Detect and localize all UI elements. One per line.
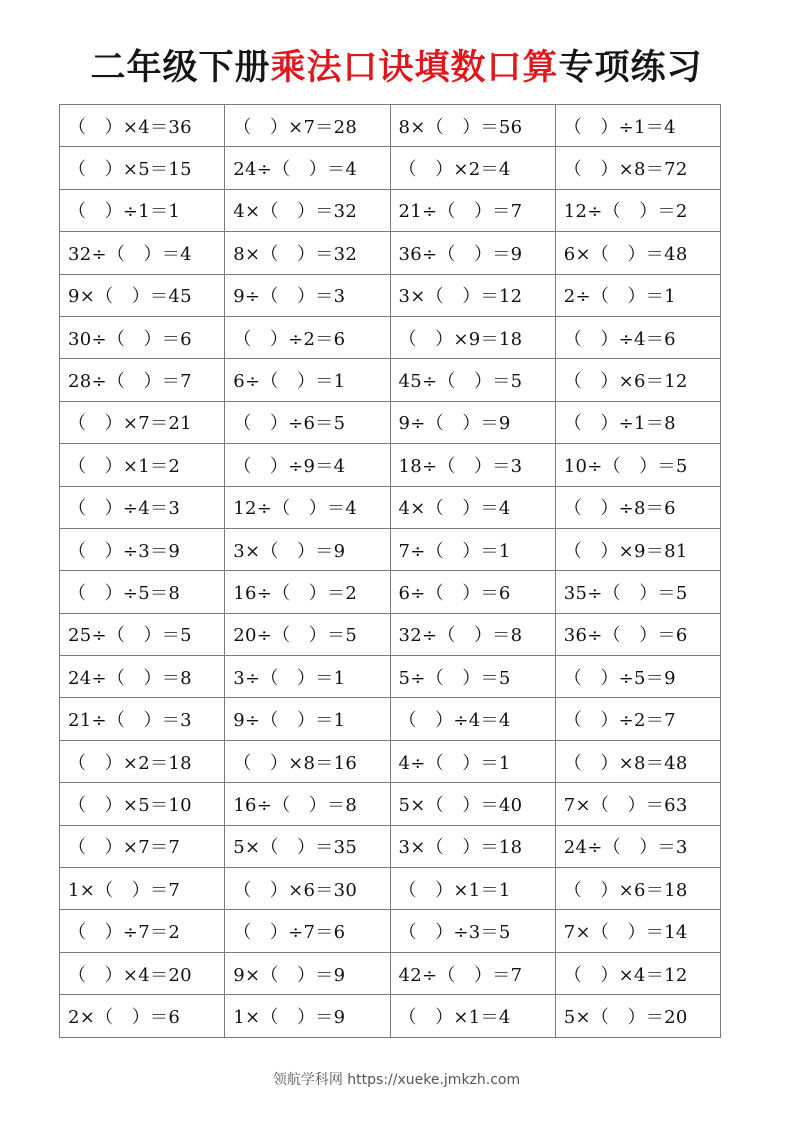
exercise-cell: 3×（ ）＝18: [390, 825, 555, 867]
exercise-table: [59, 104, 721, 1038]
exercise-row: [60, 232, 721, 274]
exercise-cell: 9÷（ ）＝9: [390, 401, 555, 443]
exercise-cell: 16÷（ ）＝2: [225, 571, 390, 613]
exercise-cell: 9×（ ）＝9: [225, 952, 390, 994]
exercise-cell: 18÷（ ）＝3: [390, 444, 555, 486]
exercise-cell: 6×（ ）＝48: [555, 232, 720, 274]
exercise-row: [60, 316, 721, 358]
exercise-cell: （ ）×5＝15: [60, 147, 225, 189]
exercise-cell: （ ）÷1＝4: [555, 105, 720, 147]
exercise-row: [60, 656, 721, 698]
exercise-cell: （ ）÷2＝7: [555, 698, 720, 740]
page-title: [0, 40, 793, 96]
title-part-topic: 乘法口诀填数口算: [270, 48, 559, 88]
exercise-row: [60, 359, 721, 401]
exercise-cell: （ ）÷6＝5: [225, 401, 390, 443]
exercise-cell: （ ）×8＝48: [555, 740, 720, 782]
exercise-row: [60, 995, 721, 1037]
exercise-cell: （ ）×7＝28: [225, 105, 390, 147]
exercise-row: [60, 401, 721, 443]
exercise-cell: （ ）×4＝12: [555, 952, 720, 994]
exercise-cell: 5×（ ）＝20: [555, 995, 720, 1037]
exercise-cell: 6÷（ ）＝6: [390, 571, 555, 613]
exercise-cell: （ ）×2＝4: [390, 147, 555, 189]
footer-source: 领航学科网 https://xueke.jmkzh.com: [272, 1072, 521, 1088]
exercise-cell: （ ）÷8＝6: [555, 486, 720, 528]
exercise-cell: 1×（ ）＝7: [60, 868, 225, 910]
exercise-cell: （ ）×9＝18: [390, 316, 555, 358]
exercise-cell: 45÷（ ）＝5: [390, 359, 555, 401]
exercise-cell: 16÷（ ）＝8: [225, 783, 390, 825]
exercise-cell: 8×（ ）＝32: [225, 232, 390, 274]
exercise-row: [60, 783, 721, 825]
exercise-cell: 32÷（ ）＝4: [60, 232, 225, 274]
exercise-cell: （ ）÷1＝1: [60, 189, 225, 231]
exercise-cell: （ ）×4＝36: [60, 105, 225, 147]
exercise-cell: 36÷（ ）＝9: [390, 232, 555, 274]
exercise-cell: （ ）÷7＝2: [60, 910, 225, 952]
exercise-cell: （ ）÷5＝8: [60, 571, 225, 613]
exercise-cell: 4÷（ ）＝1: [390, 740, 555, 782]
exercise-row: [60, 189, 721, 231]
exercise-row: [60, 528, 721, 570]
exercise-cell: （ ）÷3＝9: [60, 528, 225, 570]
exercise-cell: （ ）×8＝72: [555, 147, 720, 189]
title-part-grade: 二年级下册: [90, 48, 271, 88]
exercise-row: [60, 698, 721, 740]
exercise-cell: 20÷（ ）＝5: [225, 613, 390, 655]
exercise-cell: 3×（ ）＝12: [390, 274, 555, 316]
exercise-row: [60, 952, 721, 994]
exercise-row: [60, 486, 721, 528]
exercise-cell: （ ）×6＝30: [225, 868, 390, 910]
exercise-cell: （ ）×2＝18: [60, 740, 225, 782]
exercise-cell: （ ）×7＝21: [60, 401, 225, 443]
exercise-row: [60, 147, 721, 189]
exercise-row: [60, 444, 721, 486]
exercise-cell: （ ）×1＝4: [390, 995, 555, 1037]
exercise-cell: （ ）÷5＝9: [555, 656, 720, 698]
exercise-row: [60, 105, 721, 147]
exercise-cell: （ ）÷2＝6: [225, 316, 390, 358]
exercise-cell: （ ）÷4＝6: [555, 316, 720, 358]
exercise-row: [60, 868, 721, 910]
exercise-cell: 12÷（ ）＝4: [225, 486, 390, 528]
exercise-cell: 10÷（ ）＝5: [555, 444, 720, 486]
exercise-row: [60, 910, 721, 952]
exercise-cell: 42÷（ ）＝7: [390, 952, 555, 994]
exercise-cell: 8×（ ）＝56: [390, 105, 555, 147]
exercise-cell: 24÷（ ）＝8: [60, 656, 225, 698]
exercise-cell: （ ）÷4＝3: [60, 486, 225, 528]
exercise-cell: 12÷（ ）＝2: [555, 189, 720, 231]
exercise-cell: 32÷（ ）＝8: [390, 613, 555, 655]
exercise-cell: 5×（ ）＝35: [225, 825, 390, 867]
exercise-cell: 7÷（ ）＝1: [390, 528, 555, 570]
exercise-cell: 2×（ ）＝6: [60, 995, 225, 1037]
exercise-cell: 24÷（ ）＝3: [555, 825, 720, 867]
exercise-cell: 6÷（ ）＝1: [225, 359, 390, 401]
exercise-cell: 7×（ ）＝14: [555, 910, 720, 952]
exercise-cell: 36÷（ ）＝6: [555, 613, 720, 655]
exercise-cell: 35÷（ ）＝5: [555, 571, 720, 613]
exercise-row: [60, 274, 721, 316]
exercise-cell: 3÷（ ）＝1: [225, 656, 390, 698]
exercise-cell: （ ）×1＝2: [60, 444, 225, 486]
exercise-cell: 21÷（ ）＝7: [390, 189, 555, 231]
exercise-row: [60, 740, 721, 782]
exercise-cell: （ ）×1＝1: [390, 868, 555, 910]
exercise-cell: 4×（ ）＝32: [225, 189, 390, 231]
exercise-cell: 7×（ ）＝63: [555, 783, 720, 825]
exercise-cell: （ ）÷1＝8: [555, 401, 720, 443]
exercise-row: [60, 613, 721, 655]
exercise-cell: （ ）×4＝20: [60, 952, 225, 994]
exercise-cell: 28÷（ ）＝7: [60, 359, 225, 401]
exercise-cell: 24÷（ ）＝4: [225, 147, 390, 189]
exercise-cell: （ ）÷3＝5: [390, 910, 555, 952]
exercise-cell: 3×（ ）＝9: [225, 528, 390, 570]
title-part-suffix: 专项练习: [558, 48, 703, 88]
exercise-cell: （ ）×6＝12: [555, 359, 720, 401]
exercise-cell: （ ）÷9＝4: [225, 444, 390, 486]
exercise-cell: 2÷（ ）＝1: [555, 274, 720, 316]
exercise-cell: 25÷（ ）＝5: [60, 613, 225, 655]
exercise-cell: （ ）×7＝7: [60, 825, 225, 867]
exercise-cell: （ ）÷4＝4: [390, 698, 555, 740]
exercise-cell: 5×（ ）＝40: [390, 783, 555, 825]
exercise-cell: （ ）×9＝81: [555, 528, 720, 570]
exercise-cell: 30÷（ ）＝6: [60, 316, 225, 358]
exercise-cell: （ ）×5＝10: [60, 783, 225, 825]
exercise-cell: （ ）×6＝18: [555, 868, 720, 910]
exercise-row: [60, 825, 721, 867]
exercise-cell: 9÷（ ）＝3: [225, 274, 390, 316]
exercise-cell: （ ）÷7＝6: [225, 910, 390, 952]
exercise-cell: 9÷（ ）＝1: [225, 698, 390, 740]
exercise-cell: 4×（ ）＝4: [390, 486, 555, 528]
exercise-cell: 5÷（ ）＝5: [390, 656, 555, 698]
exercise-cell: 9×（ ）＝45: [60, 274, 225, 316]
exercise-table-body: [60, 105, 721, 1038]
exercise-cell: 1×（ ）＝9: [225, 995, 390, 1037]
exercise-cell: （ ）×8＝16: [225, 740, 390, 782]
exercise-cell: 21÷（ ）＝3: [60, 698, 225, 740]
exercise-row: [60, 571, 721, 613]
